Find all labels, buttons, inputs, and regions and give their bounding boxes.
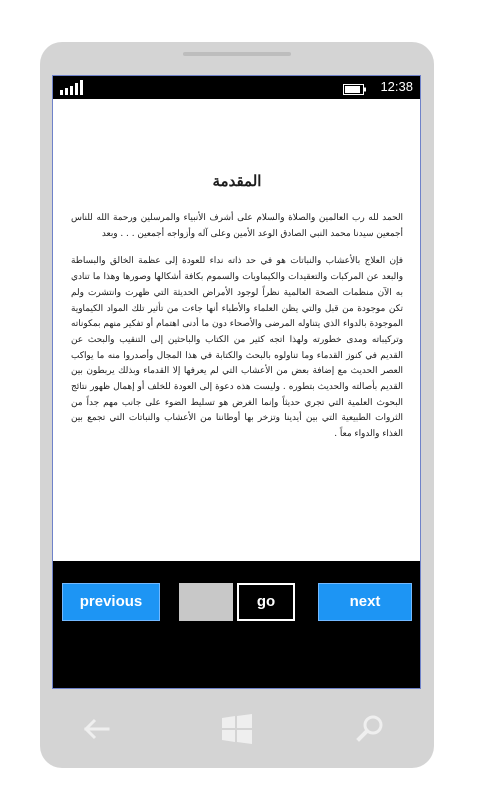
go-button[interactable]: go (237, 583, 295, 621)
windows-logo-icon[interactable] (220, 712, 254, 746)
back-arrow-icon[interactable] (80, 712, 114, 746)
phone-speaker (183, 52, 291, 56)
next-button[interactable]: next (318, 583, 412, 621)
phone-frame (40, 42, 434, 768)
page-number-input[interactable] (179, 583, 233, 621)
hardware-keys (40, 702, 434, 756)
status-bar (53, 76, 420, 98)
previous-button[interactable]: previous (62, 583, 160, 621)
navigation-controls (53, 561, 420, 689)
status-time: 12:38 (380, 79, 413, 94)
document-paragraph: فإن العلاج بالأعشاب والنباتات هو في حد ذاته نداء للعودة إلى عظمة الخالق والبساطة والبعد عن المركبات والتعقيدات والكيماويات والسموم بكافة أشكالها وصورها وهذا ما تنادي به الآن منظمات الصحة العالمية نظراً لوجود الأمراض الحديثة التي ظهرت وانتشرت ولم تكن موجودة من قبل والتي يظن العلماء والأطباء أنها جاءت من تأثير تلك المواد الكيماوية الموجودة بالدواء الذي يتناوله المرضى والأصحاء دون ما أدنى اهتمام أو تفكير منهم بمكوناته وتركيباته ومدى خطورته ولهذا اتجه كثير من الكتاب والباحثين إلى التنقيب والبحث عن القديم في كنوز القدماء وما تناولوه بالبحث والكتابة في هذا المجال وأصدروا منه ما يواكب العصر الحديث مع إضافة بعض من الأعشاب التي لم يعرفها إلا القدماء وبذلك يربطون بين القديم بأصالته والحديث بتطوره . وليست هذه دعوة إلى العودة للخلف أو إهمال ظهور نتائج البحوث العلمية التي تجري حديثاً وإنما الغرض هو تسليط الضوء على جانب مهم جداً من الثروات الطبيعية التي بين أيدينا وتزخر بها أوطاننا من الأعشاب والنباتات التي تجمع بين الغذاء والدواء معاً . (71, 256, 403, 440)
signal-icon (60, 80, 86, 95)
document-paragraph: الحمد لله رب العالمين والصلاة والسلام على أشرف الأنبياء والمرسلين ورحمة الله للناس أجمعين سيدنا محمد النبي الصادق الوعد الأمين وعلى آله وأزواجه أجمعين . . . وبعد (71, 213, 403, 239)
search-icon[interactable] (354, 712, 388, 746)
document-heading: المقدمة (212, 172, 262, 190)
phone-screen (52, 75, 421, 689)
document-page[interactable] (53, 99, 420, 561)
battery-icon (343, 82, 367, 93)
document-content (71, 169, 403, 455)
